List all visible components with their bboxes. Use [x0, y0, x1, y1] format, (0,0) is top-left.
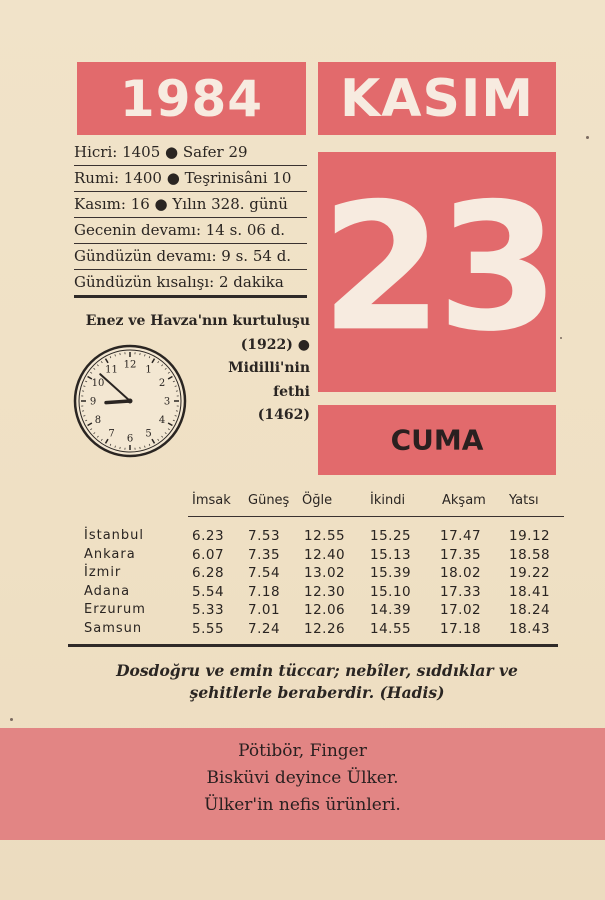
time-cell: 7.53 — [248, 528, 281, 544]
city-name: Erzurum — [84, 602, 146, 617]
time-cell: 18.43 — [509, 620, 551, 637]
time-cell: 19.12 — [509, 528, 551, 544]
clock-numeral: 6 — [126, 433, 134, 445]
quote-line: Dosdoğru ve emin tüccar; nebîler, sıddıklar ve — [116, 661, 518, 680]
time-cell: 18.58 — [509, 546, 551, 563]
city-name: Adana — [84, 583, 131, 599]
time-cell: 7.35 — [248, 546, 281, 563]
header-rule — [188, 516, 564, 517]
hadith-quote — [92, 660, 542, 704]
paper-speck — [560, 337, 562, 339]
weekday-block — [318, 405, 556, 475]
day-number: 23 — [320, 165, 554, 371]
event-line: (1922) ● — [240, 336, 310, 353]
header-aksam: Akşam — [442, 493, 486, 508]
time-cell: 14.39 — [370, 602, 412, 618]
clock-numeral: 7 — [108, 428, 115, 440]
info-rumi: Rumi: 1400 ● Teşrinisâni 10 — [74, 165, 307, 192]
time-cell: 6.07 — [192, 546, 225, 563]
clock-numeral: 4 — [158, 415, 166, 426]
city-name: İstanbul — [84, 528, 145, 543]
time-cell: 6.28 — [192, 565, 225, 581]
ad-line: Pötibör, Finger — [238, 741, 367, 761]
time-cell: 12.55 — [304, 528, 346, 544]
clock-numeral: 11 — [105, 364, 118, 376]
time-cell: 17.35 — [440, 546, 482, 563]
clock-numeral: 3 — [163, 396, 171, 408]
time-cell: 5.55 — [192, 620, 225, 637]
info-night-length: Gecenin devamı: 14 s. 06 d. — [74, 217, 307, 244]
time-cell: 17.33 — [440, 583, 482, 600]
header-ikindi: İkindi — [370, 493, 406, 508]
table-bottom-rule — [68, 644, 558, 647]
month-block — [318, 62, 556, 135]
year-block — [77, 62, 306, 135]
advertisement-band — [0, 728, 605, 840]
time-cell: 12.30 — [304, 583, 346, 600]
clock-numeral: 8 — [94, 415, 102, 426]
time-cell: 18.24 — [509, 602, 551, 618]
time-cell: 5.33 — [192, 602, 225, 618]
time-cell: 18.02 — [440, 565, 482, 581]
header-imsak: İmsak — [192, 493, 231, 508]
clock-numeral: 1 — [145, 364, 152, 376]
paper-speck — [586, 136, 589, 139]
time-cell: 7.24 — [248, 620, 281, 637]
year-text: 1984 — [119, 69, 264, 128]
time-cell: 7.54 — [248, 565, 281, 581]
month-text: KASIM — [339, 68, 535, 129]
event-line: Enez ve Havza'nın kurtuluşu — [85, 313, 310, 329]
clock-icon — [72, 343, 188, 459]
paper-speck — [10, 718, 13, 721]
time-cell: 12.40 — [304, 546, 346, 563]
info-day-length: Gündüzün devamı: 9 s. 54 d. — [74, 243, 307, 270]
clock-numeral: 2 — [158, 378, 166, 389]
ad-line: Bisküvi deyince Ülker. — [206, 768, 399, 788]
quote-line: şehitlerle beraberdir. (Hadis) — [189, 683, 445, 702]
time-cell: 17.02 — [440, 602, 482, 618]
ad-line: Ülker'in nefis ürünleri. — [204, 795, 401, 815]
time-cell: 12.26 — [304, 620, 346, 637]
time-cell: 5.54 — [192, 583, 225, 600]
time-cell: 15.10 — [370, 583, 412, 600]
weekday-text: CUMA — [390, 423, 484, 457]
city-name: İzmir — [84, 565, 122, 580]
header-gunes: Güneş — [248, 493, 290, 508]
city-name: Ankara — [84, 546, 136, 562]
clock-numeral: 5 — [145, 428, 152, 440]
time-cell: 7.18 — [248, 583, 281, 600]
header-ogle: Öğle — [302, 493, 333, 508]
time-cell: 19.22 — [509, 565, 551, 581]
time-cell: 6.23 — [192, 528, 225, 544]
event-line: (1462) — [257, 407, 310, 423]
time-cell: 15.39 — [370, 565, 412, 581]
time-cell: 14.55 — [370, 620, 412, 637]
time-cell: 7.01 — [248, 602, 281, 618]
event-line: Midilli'nin — [228, 360, 310, 376]
info-day-shortening: Gündüzün kısalışı: 2 dakika — [74, 269, 307, 298]
time-cell: 17.18 — [440, 620, 482, 637]
day-block — [318, 152, 556, 392]
time-cell: 12.06 — [304, 602, 346, 618]
header-yatsi: Yatsı — [509, 493, 539, 508]
info-hicri: Hicri: 1405 ● Safer 29 — [74, 139, 307, 166]
time-cell: 15.25 — [370, 528, 412, 544]
time-cell: 17.47 — [440, 528, 482, 544]
time-cell: 13.02 — [304, 565, 346, 581]
clock-numeral: 9 — [89, 396, 97, 408]
clock-numeral: 12 — [123, 359, 137, 371]
event-line: fethi — [273, 383, 310, 400]
info-day-of-year: Kasım: 16 ● Yılın 328. günü — [74, 191, 307, 218]
city-name: Samsun — [84, 620, 143, 636]
clock-numeral: 10 — [91, 378, 105, 389]
time-cell: 18.41 — [509, 583, 551, 600]
time-cell: 15.13 — [370, 546, 412, 563]
